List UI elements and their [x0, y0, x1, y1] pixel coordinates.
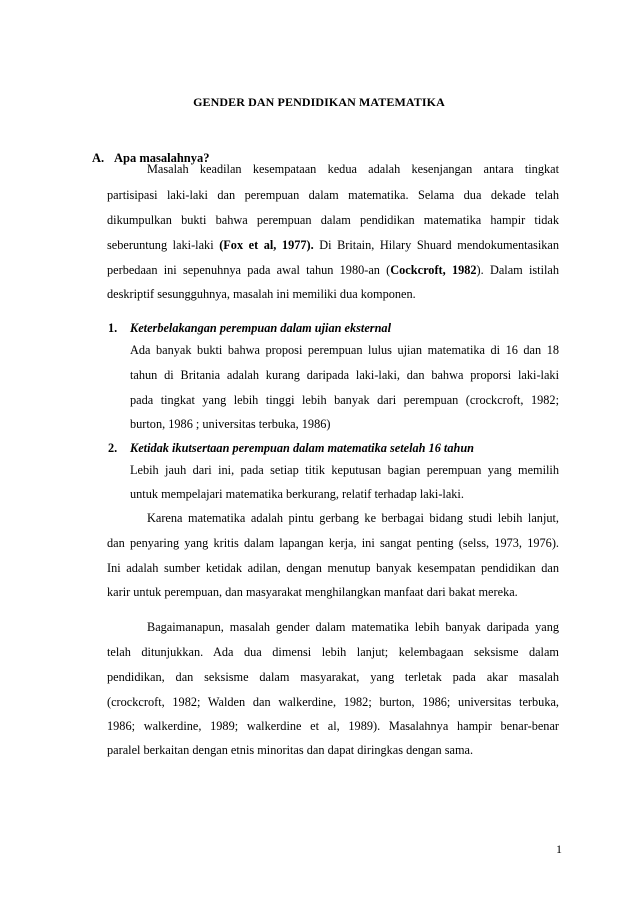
item-1-number: 1.	[108, 321, 118, 335]
item-2-heading	[108, 441, 474, 456]
item-1-line-3: pada tingkat yang lebih tinggi lebih banyak dari perempuan (crockcroft, 1982;	[130, 393, 559, 407]
para-bagaimanapun-line-6: paralel berkaitan dengan etnis minoritas dan dapat diringkas dengan sama.	[107, 743, 474, 757]
item-2-line-1: Lebih jauh dari ini, pada setiap titik keputusan bagian perempuan yang memilih	[130, 463, 559, 477]
intro-line-4-tail: Di Britain, Hilary Shuard mendokumentasikan	[313, 238, 559, 252]
item-1-heading-text: Keterbelakangan perempuan dalam ujian eksternal	[130, 321, 391, 335]
intro-line-5-tail: ). Dalam istilah	[476, 263, 560, 277]
intro-line-4	[107, 238, 559, 252]
para-karena-line-4: karir untuk perempuan, dan masyarakat menghilangkan manfaat dari bakat mereka.	[107, 585, 518, 599]
intro-line-1: Masalah keadilan kesempataan kedua adalah kesenjangan antara tingkat	[147, 162, 559, 176]
intro-line-6: deskriptif sesungguhnya, masalah ini memiliki dua komponen.	[107, 287, 416, 301]
para-bagaimanapun-line-4: (crockcroft, 1982; Walden dan walkerdine, 1982; burton, 1986; universitas terbuka,	[107, 695, 559, 709]
intro-line-5	[107, 263, 559, 277]
item-2-heading-text: Ketidak ikutsertaan perempuan dalam matematika setelah 16 tahun	[130, 441, 475, 455]
para-bagaimanapun-line-1: Bagaimanapun, masalah gender dalam matematika lebih banyak daripada yang	[147, 620, 559, 634]
citation-cockcroft: Cockcroft, 1982	[390, 263, 477, 277]
section-heading-text: Apa masalahnya?	[114, 151, 210, 165]
intro-line-4-text: seberuntung laki-laki	[107, 238, 220, 252]
para-bagaimanapun-line-2: telah ditunjukkan. Ada dua dimensi lebih lanjut; kelembagaan seksisme dalam	[107, 645, 559, 659]
section-number: A.	[92, 151, 105, 165]
para-karena-line-1: Karena matematika adalah pintu gerbang ke berbagai bidang studi lebih lanjut,	[147, 511, 559, 525]
intro-line-3: dikumpulkan bukti bahwa perempuan dalam pendidikan matematika hampir tidak	[107, 213, 559, 227]
item-2-number: 2.	[108, 441, 118, 455]
item-1-heading	[108, 321, 391, 336]
item-1-line-2: tahun di Britania adalah kurang daripada laki-laki, dan bahwa proporsi laki-laki	[130, 368, 559, 382]
intro-line-2: partisipasi laki-laki dan perempuan dalam matematika. Selama dua dekade telah	[107, 188, 559, 202]
para-bagaimanapun-line-3: pendidikan, dan seksisme dalam masyarakat, yang terletak pada akar masalah	[107, 670, 559, 684]
para-bagaimanapun-line-5: 1986; walkerdine, 1989; walkerdine et al, 1989). Masalahnya hampir benar-benar	[107, 719, 559, 733]
item-1-line-1: Ada banyak bukti bahwa proposi perempuan lulus ujian matematika di 16 dan 18	[130, 343, 559, 357]
page-number: 1	[556, 842, 562, 856]
citation-fox: (Fox et al, 1977).	[219, 238, 314, 252]
item-2-line-2: untuk mempelajari matematika berkurang, relatif terhadap laki-laki.	[130, 487, 464, 501]
intro-line-5-text: perbedaan ini sepenuhnya pada awal tahun 1980-an (	[107, 263, 391, 277]
para-karena-line-2: dan penyaring yang kritis dalam lapangan kerja, ini sangat penting (selss, 1973, 1976).	[107, 536, 559, 550]
item-1-line-4: burton, 1986 ; universitas terbuka, 1986)	[130, 417, 331, 431]
page-title: GENDER DAN PENDIDIKAN MATEMATIKA	[193, 95, 445, 109]
para-karena-line-3: Ini adalah sumber ketidak adilan, dengan menutup banyak kesempatan pendidikan dan	[107, 561, 559, 575]
